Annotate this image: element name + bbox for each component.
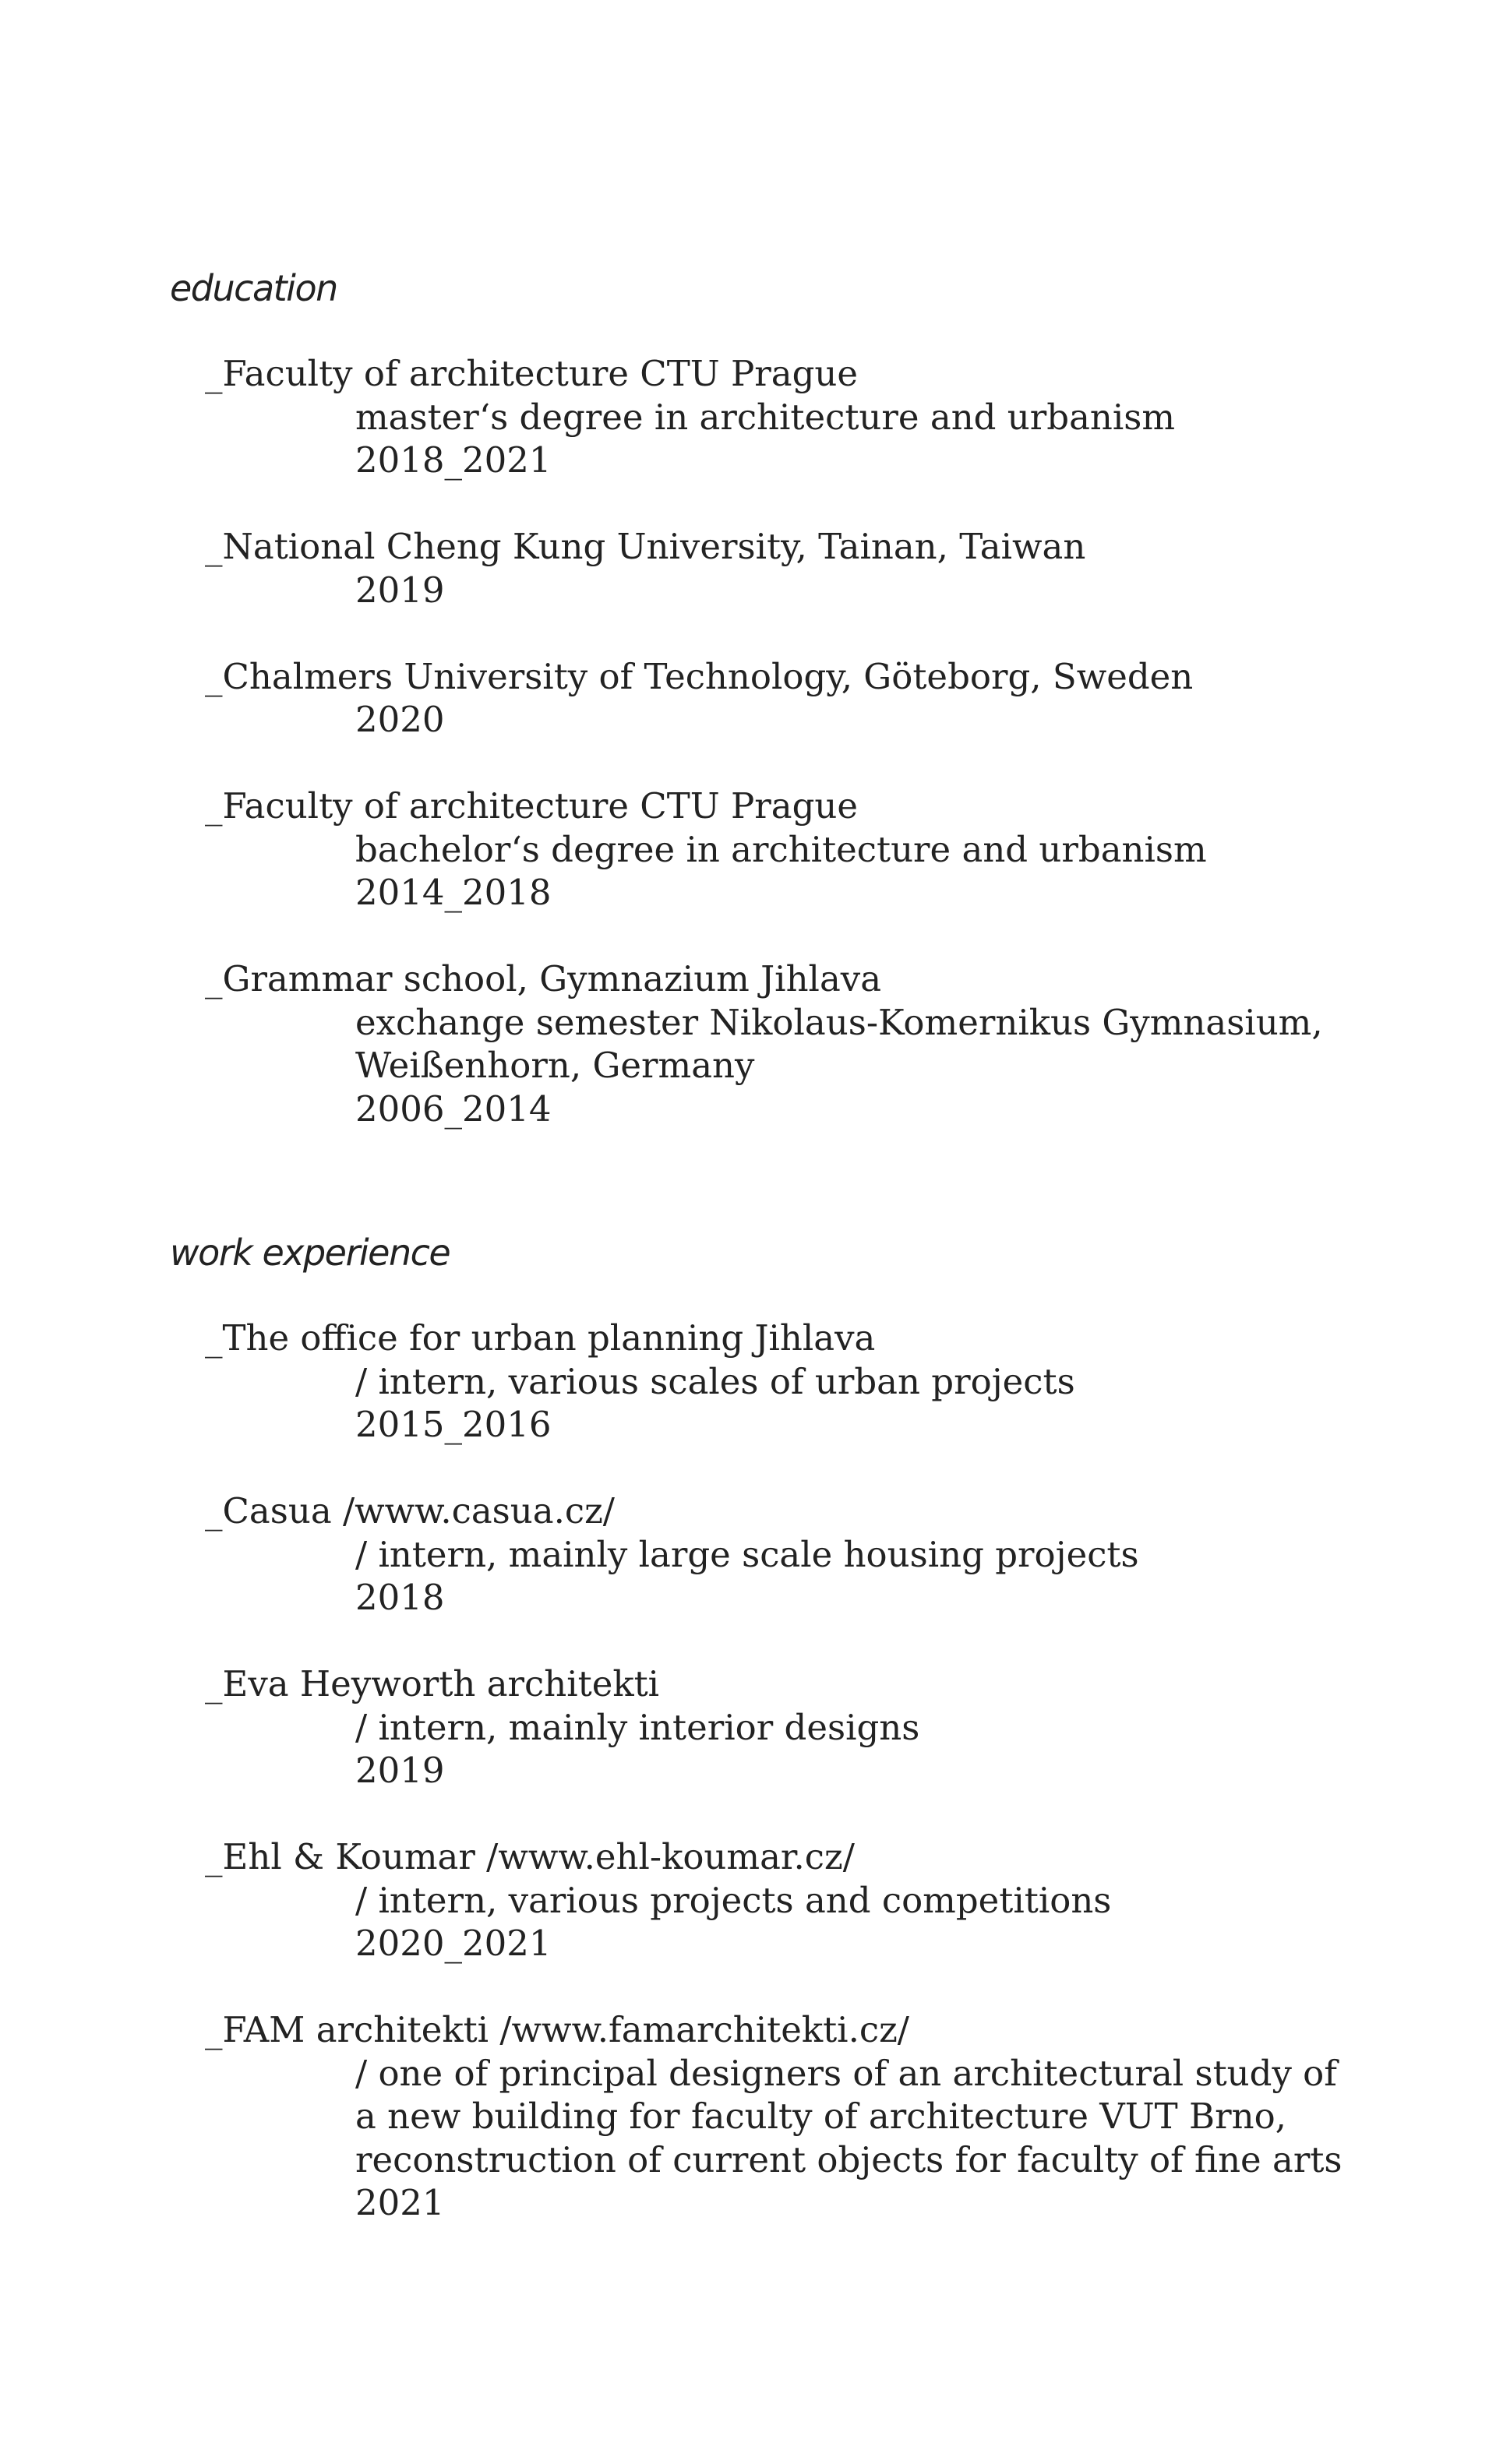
entry-title: _Eva Heyworth architekti (205, 1663, 660, 1704)
work-experience-list (0, 1317, 1496, 2268)
entry-years: 2018_2021 (355, 439, 552, 481)
entry-detail: a new building for faculty of architecture VUT Brno, (355, 2096, 1286, 2137)
entry-detail: / intern, mainly large scale housing projects (355, 1533, 1139, 1575)
work-entry (0, 2008, 1496, 2225)
entry-title: _Casua /www.casua.cz/ (205, 1490, 615, 1532)
work-entry (0, 1317, 1496, 1447)
entry-detail: master‘s degree in architecture and urbanism (355, 396, 1176, 438)
entry-detail: / intern, various projects and competitions (355, 1879, 1112, 1921)
entry-title: _Faculty of architecture CTU Prague (205, 785, 858, 827)
education-entry (0, 352, 1496, 482)
work-entry (0, 1835, 1496, 1965)
entry-years: 2015_2016 (355, 1404, 552, 1445)
entry-years: 2021 (355, 2182, 445, 2223)
education-entry (0, 655, 1496, 742)
education-entry (0, 957, 1496, 1130)
education-entry (0, 784, 1496, 915)
entry-years: 2006_2014 (355, 1087, 552, 1130)
entry-detail: bachelor‘s degree in architecture and urbanism (355, 828, 1207, 870)
entry-years: 2014_2018 (355, 872, 552, 913)
entry-title: _The office for urban planning Jihlava (205, 1317, 876, 1359)
entry-years: 2018 (355, 1577, 445, 1618)
entry-years: 2019 (355, 1750, 445, 1791)
education-entry (0, 525, 1496, 612)
entry-title: _Faculty of architecture CTU Prague (205, 353, 858, 394)
education-heading: education (170, 267, 337, 309)
entry-detail: Weißenhorn, Germany (355, 1045, 755, 1086)
entry-detail: / intern, mainly interior designs (355, 1706, 920, 1748)
entry-detail: / intern, various scales of urban projects (355, 1360, 1075, 1402)
entry-years: 2020_2021 (355, 1923, 552, 1964)
education-list (0, 352, 1496, 1174)
entry-years: 2020 (355, 699, 445, 740)
work-entry (0, 1489, 1496, 1620)
entry-detail: exchange semester Nikolaus-Komernikus Gymnasium, (355, 1001, 1323, 1043)
entry-title: _Ehl & Koumar /www.ehl-koumar.cz/ (205, 1836, 855, 1877)
entry-title: _Chalmers University of Technology, Göteborg, Sweden (205, 655, 1194, 697)
entry-years: 2019 (355, 569, 445, 611)
work-entry (0, 1662, 1496, 1792)
entry-detail: reconstruction of current objects for faculty of fine arts (355, 2138, 1343, 2180)
entry-detail: / one of principal designers of an architectural study of (355, 2052, 1337, 2094)
entry-title: _Grammar school, Gymnazium Jihlava (205, 958, 882, 999)
entry-title: _FAM architekti /www.famarchitekti.cz/ (205, 2009, 909, 2050)
entry-title: _National Cheng Kung University, Tainan, Taiwan (205, 526, 1086, 567)
work-experience-heading: work experience (170, 1232, 450, 1274)
